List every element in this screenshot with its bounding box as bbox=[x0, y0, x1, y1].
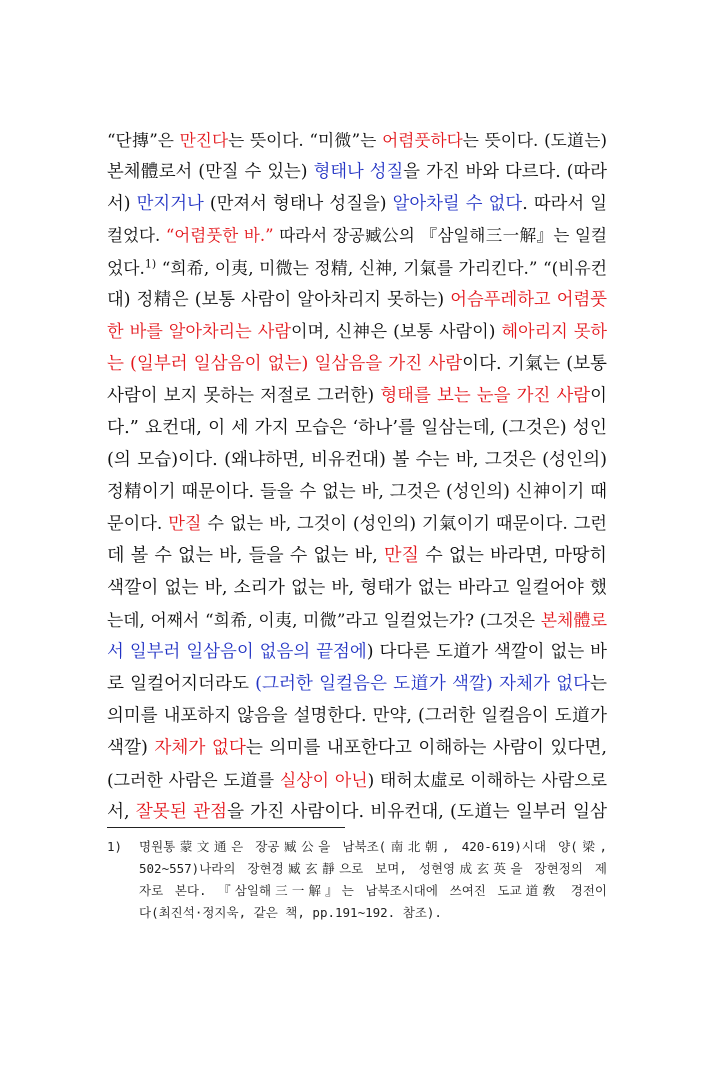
text-span: 컬었다. bbox=[107, 226, 166, 245]
footnote-divider bbox=[107, 827, 345, 828]
text-span: 색깔) bbox=[107, 738, 155, 758]
highlight-red: 만질 bbox=[168, 514, 202, 534]
highlight-blue: 서 일부러 일삼음이 없음의 끝점에 bbox=[107, 642, 367, 662]
text-span: 로 일컬어지더라도 bbox=[107, 674, 256, 694]
text-line bbox=[107, 509, 607, 539]
text-span: (만져서 형태나 성질을) bbox=[203, 194, 393, 214]
highlight-red: 만진다 bbox=[179, 130, 229, 150]
footnote-text: 명원통蒙文通은 장공臧公을 남북조(南北朝, 420-619)시대 양(梁, bbox=[139, 839, 607, 854]
text-span: 본체體로서 (만질 수 있는) bbox=[107, 162, 314, 182]
footnote-line bbox=[107, 902, 607, 924]
text-span: 는데, 어째서 “희希, 이夷, 미微”라고 일컬었는가? (그것은 bbox=[107, 610, 541, 630]
highlight-red: 한 바를 알아차리는 사람 bbox=[107, 322, 291, 342]
text-line bbox=[107, 477, 607, 507]
text-line bbox=[107, 157, 607, 187]
highlight-blue: 만지거나 bbox=[136, 194, 204, 214]
highlight-red: 형태를 보는 눈을 가진 사람 bbox=[380, 386, 591, 406]
text-line bbox=[107, 541, 607, 571]
text-span: 정精이기 때문이다. 들을 수 없는 바, 그것은 (성인의) 신神이기 때 bbox=[107, 482, 607, 502]
text-span: 색깔이 없는 바, 소리가 없는 바, 형태가 없는 바라고 일컬어야 했 bbox=[107, 578, 607, 598]
text-span: 수 없는 바, 그것이 (성인의) 기氣이기 때문이다. 그런 bbox=[201, 514, 608, 534]
text-span: 의미를 내포하지 않음을 설명한다. 만약, (그러한 일컬음이 도道가 bbox=[107, 706, 607, 726]
text-line bbox=[107, 253, 607, 283]
text-span: (그러한 사람은 도道를 bbox=[107, 770, 280, 790]
text-line bbox=[107, 221, 607, 251]
highlight-red: 잘못된 관점 bbox=[135, 802, 228, 822]
text-span: 문이다. bbox=[107, 514, 169, 534]
highlight-blue: (그러한 일컬음은 도道가 색깔) 자체가 없다 bbox=[255, 674, 591, 694]
text-line bbox=[107, 285, 607, 315]
text-line bbox=[107, 445, 607, 475]
text-span: 따라서 장공臧公의 『삼일해三一解』는 일컬 bbox=[273, 226, 607, 245]
text-span: 수 없는 바라면, 마땅히 bbox=[419, 545, 608, 566]
text-span: “희希, 이夷, 미微는 정精, 신神, 기氣를 가리킨다.” “(비유컨 bbox=[156, 258, 607, 278]
highlight-red: 는 (일부러 일삼음이 없는) 일삼음을 가진 사람 bbox=[107, 354, 463, 374]
text-line bbox=[107, 733, 607, 763]
text-line bbox=[107, 669, 607, 699]
text-span: 는 의미를 내포한다고 이해하는 사람이 있다면, bbox=[245, 738, 608, 758]
text-span: 사람이 보지 못하는 저절로 그러한) bbox=[107, 386, 381, 406]
text-span: ) 다다른 도道가 색깔이 없는 바 bbox=[366, 642, 608, 662]
text-span: 이다. 기氣는 (보통 bbox=[462, 354, 607, 374]
footnote-text: 자로 본다. 『삼일해三一解』는 남북조시대에 쓰여진 도교道敎 경전이 bbox=[139, 883, 607, 898]
text-line bbox=[107, 349, 607, 379]
text-span: 는 bbox=[590, 674, 608, 694]
text-line bbox=[107, 701, 607, 731]
text-span: 서) bbox=[107, 194, 137, 214]
text-span: 이며, 신神은 (보통 사람이) bbox=[290, 322, 502, 342]
highlight-blue: 형태나 성질 bbox=[313, 162, 404, 182]
highlight-red: 본체體로 bbox=[540, 610, 607, 630]
footnote-ref: 1) bbox=[144, 257, 157, 271]
footnote-line bbox=[107, 858, 607, 880]
text-span: . 따라서 일 bbox=[522, 194, 608, 214]
text-span: 을 가진 사람이다. 비유컨대, (도道는 일부러 일삼 bbox=[227, 802, 608, 822]
footnote-line bbox=[107, 880, 607, 902]
text-span: 이 bbox=[590, 386, 608, 406]
text-line bbox=[107, 413, 607, 443]
text-span: 다.” 요컨대, 이 세 가지 모습은 ‘하나’를 일삼는데, (그것은) 성인 bbox=[107, 418, 607, 438]
text-span: 을 가진 바와 다르다. (따라 bbox=[403, 162, 608, 182]
highlight-red: 자체가 없다 bbox=[154, 738, 246, 758]
text-span: 서, bbox=[107, 802, 136, 822]
text-span: 는 뜻이다. (도道는) bbox=[462, 130, 607, 150]
text-span: ) 태허太虛로 이해하는 사람으로 bbox=[367, 770, 607, 790]
text-span: 는 뜻이다. “미微”는 bbox=[228, 130, 383, 150]
highlight-red: 만질 bbox=[384, 545, 420, 566]
text-span: “단摶”은 bbox=[107, 130, 180, 150]
highlight-red: 헤아리지 못하 bbox=[501, 322, 607, 342]
text-line bbox=[107, 381, 607, 411]
highlight-blue: 알아차릴 수 없다 bbox=[392, 194, 523, 214]
text-line bbox=[107, 605, 607, 635]
highlight-red: 어슴푸레하고 어렴풋 bbox=[450, 290, 607, 310]
text-span: 대) 정精은 (보통 사람이 알아차리지 못하는) bbox=[107, 290, 451, 310]
text-line bbox=[107, 125, 607, 155]
text-span: (의 모습)이다. (왜냐하면, 비유컨대) 볼 수는 바, 그것은 (성인의) bbox=[107, 450, 607, 470]
footnote-number: 1) bbox=[107, 839, 123, 854]
highlight-red: 실상이 아닌 bbox=[279, 770, 368, 790]
text-line bbox=[107, 797, 607, 827]
text-line bbox=[107, 317, 607, 347]
text-line bbox=[107, 637, 607, 667]
text-line bbox=[107, 189, 607, 219]
text-line bbox=[107, 573, 607, 603]
text-span: 었다. bbox=[107, 258, 145, 278]
text-span: 데 볼 수 없는 바, 들을 수 없는 바, bbox=[107, 545, 385, 566]
highlight-red: “어렴풋한 바.” bbox=[165, 226, 274, 245]
footnote-text: 502~557)나라의 장현경臧玄靜으로 보며, 성현영成玄英을 장현정의 제 bbox=[139, 861, 607, 876]
footnote-line bbox=[107, 836, 607, 858]
footnote-text: 다(최진석·정지욱, 같은 책, pp.191~192. 참조). bbox=[139, 905, 442, 920]
text-line bbox=[107, 765, 607, 795]
highlight-red: 어렴풋하다 bbox=[382, 130, 463, 150]
